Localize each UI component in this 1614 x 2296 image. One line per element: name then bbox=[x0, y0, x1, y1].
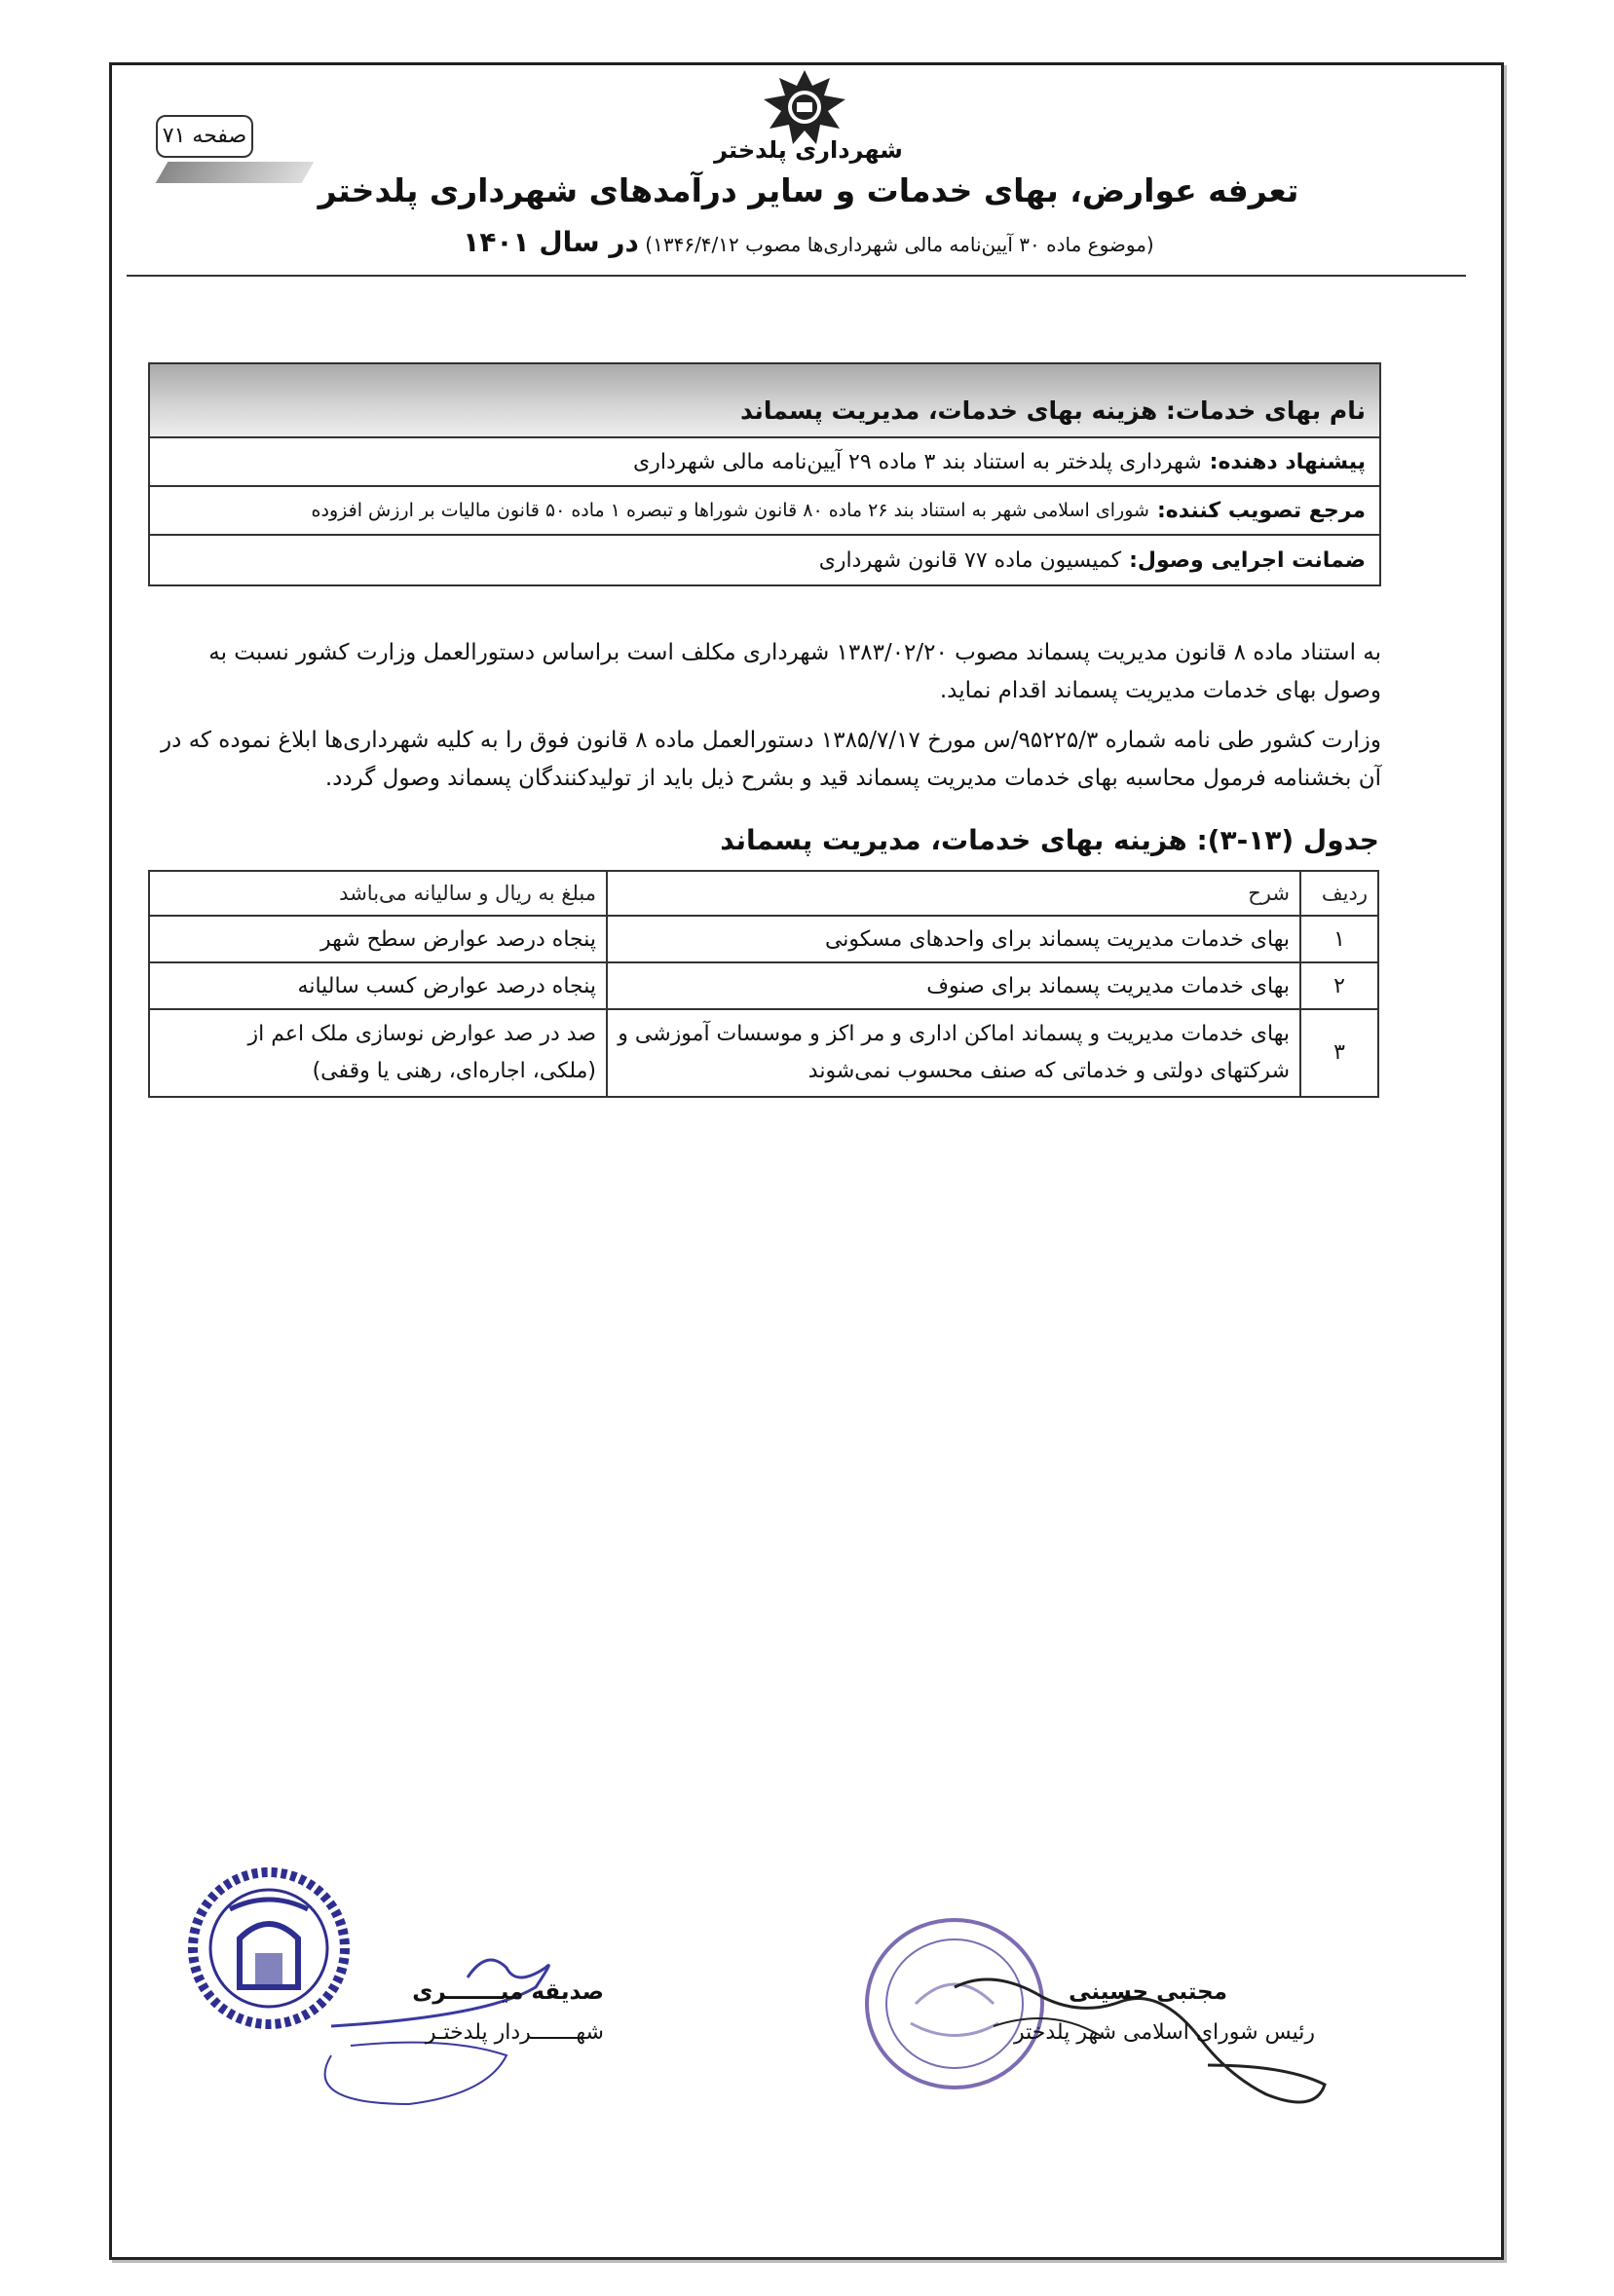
row-description-line-1: بهای خدمات مدیریت و پسماند اماکن اداری و مر اکز و موسسات آموزشی و bbox=[618, 1022, 1290, 1046]
row-amount-line-1: صد در صد عوارض نوسازی ملک اعم از bbox=[247, 1022, 596, 1046]
document-title: تعرفه عوارض، بهای خدمات و سایر درآمدهای شهرداری پلدختر bbox=[318, 171, 1299, 209]
approver-value: شورای اسلامی شهر به استناد بند ۲۶ ماده ۸۰ قانون شوراها و تبصره ۱ ماده ۵۰ قانون مالیات بر ارزش افزوده bbox=[311, 500, 1149, 521]
row-description: بهای خدمات مدیریت پسماند برای صنوف bbox=[607, 962, 1300, 1009]
mayor-signature-block bbox=[321, 1979, 604, 2045]
page-tag-shadow bbox=[156, 162, 315, 183]
document-subtitle bbox=[292, 226, 1325, 258]
table-row bbox=[149, 1009, 1378, 1097]
tariff-table bbox=[148, 870, 1379, 1098]
approver-label: مرجع تصویب کننده: bbox=[1156, 498, 1366, 523]
enforcement-label: ضمانت اجرایی وصول: bbox=[1129, 547, 1366, 573]
mayor-title: شهـــــــردار پلدختـر bbox=[425, 2020, 604, 2045]
table-row bbox=[149, 916, 1378, 962]
municipality-name: شهرداری پلدختر bbox=[714, 136, 903, 164]
row-amount: پنجاه درصد عوارض کسب سالیانه bbox=[149, 962, 607, 1009]
header-divider bbox=[127, 275, 1466, 277]
enforcement-row bbox=[150, 536, 1379, 584]
municipality-logo-icon bbox=[760, 68, 849, 146]
paragraph-1-line-1: به استناد ماده ۸ قانون مدیریت پسماند مصوب ۱۳۸۳/۰۲/۲۰ شهرداری مکلف است براساس دستورالعمل وزارت کشور نسبت به bbox=[208, 640, 1381, 665]
row-amount bbox=[149, 1009, 607, 1097]
approver-row bbox=[150, 487, 1379, 536]
proposer-row bbox=[150, 438, 1379, 487]
subtitle-note: (موضوع ماده ۳۰ آیین‌نامه مالی شهرداری‌ها مصوب ۱۳۴۶/۴/۱۲) bbox=[645, 233, 1154, 256]
council-head-name: مجتبی حسینی bbox=[1069, 1979, 1227, 2005]
paragraph-1-line-2: وصول بهای خدمات مدیریت پسماند اقدام نماید. bbox=[939, 678, 1381, 703]
paragraph-2-line-1: وزارت کشور طی نامه شماره ۹۵۲۲۵/۳/س مورخ ۱۳۸۵/۷/۱۷ دستورالعمل ماده ۸ قانون فوق را به کلیه شهرداری‌ها ابلاغ نموده که در bbox=[161, 728, 1381, 753]
service-info-box bbox=[148, 362, 1381, 586]
header-description: شرح bbox=[607, 871, 1300, 916]
paragraph-1 bbox=[146, 634, 1381, 710]
table-title: جدول (۱۳-۳): هزینه بهای خدمات، مدیریت پسماند bbox=[720, 824, 1379, 856]
proposer-value: شهرداری پلدختر به استناد بند ۳ ماده ۲۹ آیین‌نامه مالی شهرداری bbox=[633, 449, 1202, 474]
paragraph-2-line-2: آن بخشنامه فرمول محاسبه بهای خدمات مدیریت پسماند قید و بشرح ذیل باید از تولیدکنندگان پسماند وصول گردد. bbox=[324, 766, 1381, 791]
row-amount: پنجاه درصد عوارض سطح شهر bbox=[149, 916, 607, 962]
council-signature-icon bbox=[935, 1948, 1344, 2143]
paragraph-2 bbox=[146, 722, 1381, 798]
table-header-row bbox=[149, 871, 1378, 916]
enforcement-value: کمیسیون ماده ۷۷ قانون شهرداری bbox=[818, 547, 1122, 573]
row-description bbox=[607, 1009, 1300, 1097]
service-name: نام بهای خدمات: هزینه بهای خدمات، مدیریت پسماند bbox=[740, 396, 1366, 425]
council-signature-block bbox=[964, 1979, 1315, 2045]
row-index: ۲ bbox=[1300, 962, 1378, 1009]
council-head-title: رئیس شورای اسلامی شهر پلدختر bbox=[1014, 2020, 1315, 2045]
mayor-name: صدیقه میـــــــری bbox=[412, 1979, 604, 2005]
row-index: ۱ bbox=[1300, 916, 1378, 962]
row-description-line-2: شرکتهای دولتی و خدماتی که صنف محسوب نمی‌شوند bbox=[807, 1059, 1290, 1083]
header-index: ردیف bbox=[1300, 871, 1378, 916]
page-number-tag: صفحه ۷۱ bbox=[156, 115, 253, 158]
table-row bbox=[149, 962, 1378, 1009]
proposer-label: پیشنهاد دهنده: bbox=[1209, 449, 1366, 474]
header-amount: مبلغ به ریال و سالیانه می‌باشد bbox=[149, 871, 607, 916]
row-index: ۳ bbox=[1300, 1009, 1378, 1097]
subtitle-year: در سال ۱۴۰۱ bbox=[463, 226, 639, 258]
service-info-heading bbox=[150, 364, 1379, 438]
row-amount-line-2: (ملکی، اجاره‌ای، رهنی یا وقفی) bbox=[312, 1059, 596, 1083]
row-description: بهای خدمات مدیریت پسماند برای واحدهای مسکونی bbox=[607, 916, 1300, 962]
